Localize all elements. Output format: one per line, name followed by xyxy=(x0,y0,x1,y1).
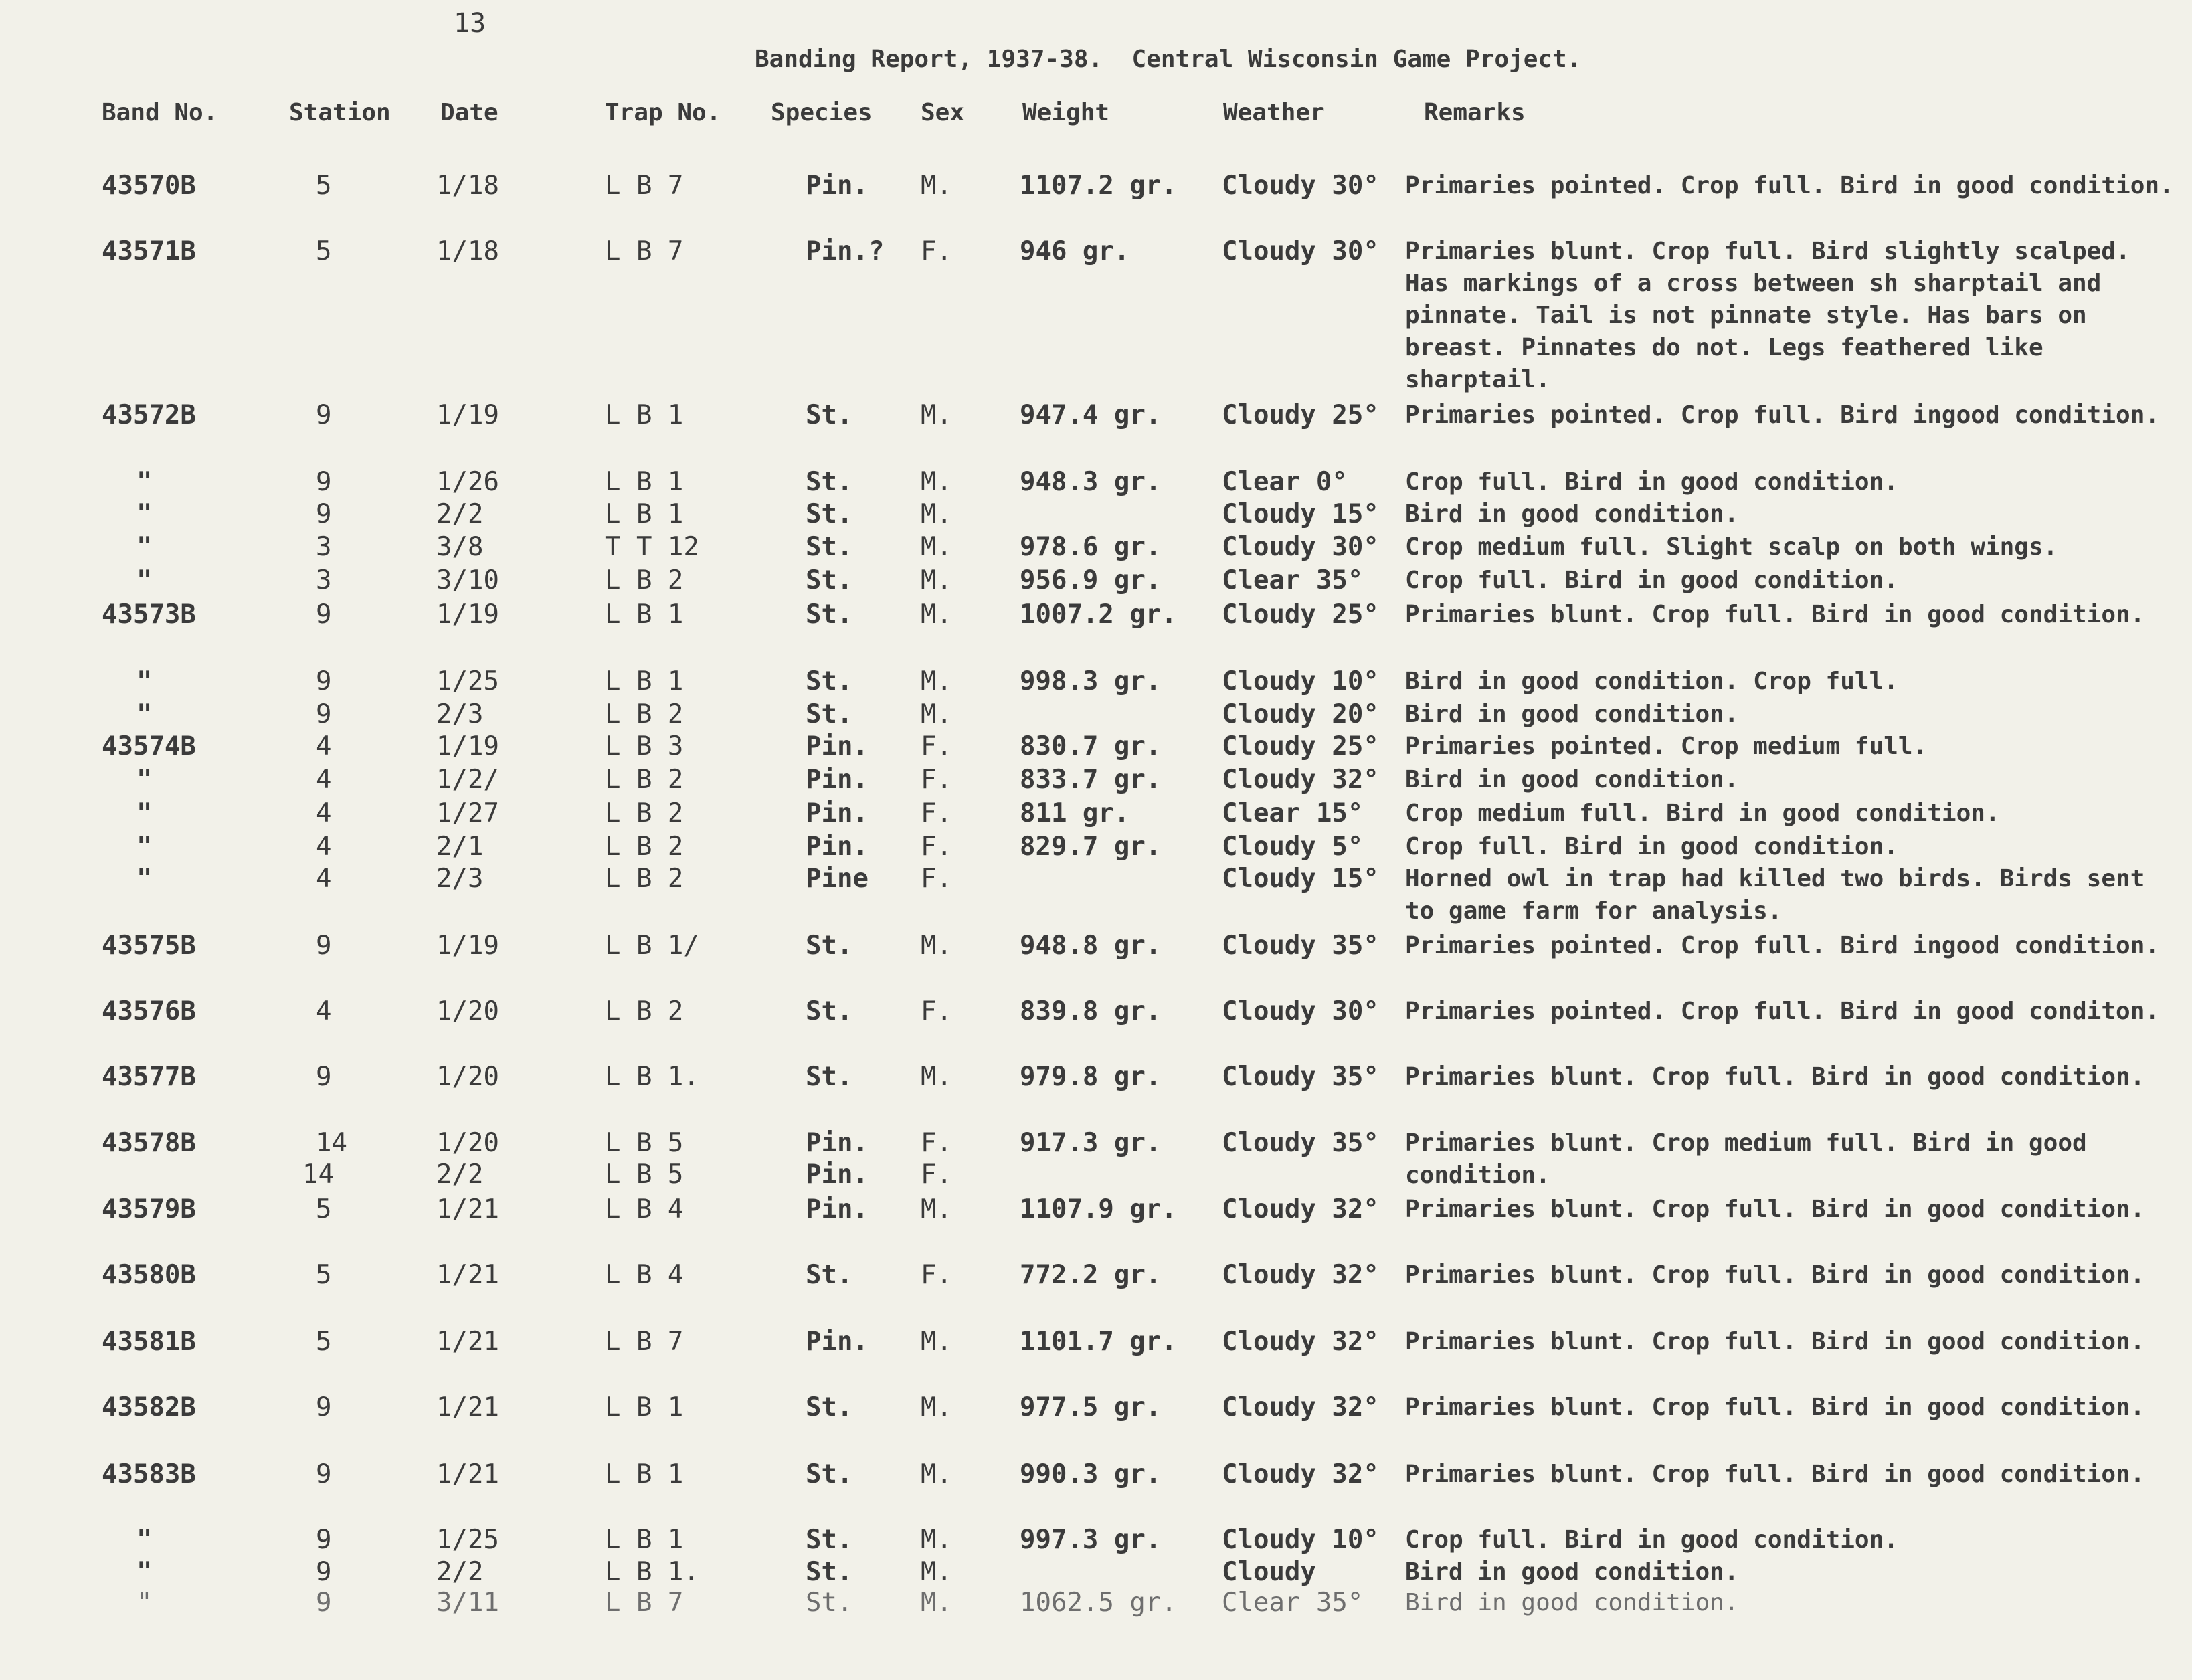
sex-cell: F. xyxy=(921,996,952,1026)
band-no-cell: " xyxy=(136,499,153,529)
trap-no-cell: L B 4 xyxy=(605,1194,684,1224)
trap-no-cell: T T 12 xyxy=(605,532,699,562)
weight-cell: 830.7 gr. xyxy=(1020,731,1162,761)
date-cell: 3/8 xyxy=(436,532,484,562)
species-cell: Pin.? xyxy=(806,236,885,266)
trap-no-cell: L B 2 xyxy=(605,996,684,1026)
station-cell: 9 xyxy=(316,666,332,696)
sex-cell: M. xyxy=(921,1557,952,1587)
species-cell: St. xyxy=(806,565,853,595)
date-cell: 1/18 xyxy=(436,236,499,266)
band-no-cell: " xyxy=(136,532,153,562)
species-cell: Pin. xyxy=(806,1194,869,1224)
trap-no-cell: L B 1 xyxy=(605,400,684,430)
species-cell: St. xyxy=(806,931,853,961)
remarks-cell: Bird in good condition. Crop full. xyxy=(1405,668,1898,695)
station-cell: 3 xyxy=(316,565,332,595)
species-cell: St. xyxy=(806,699,853,729)
species-cell: Pin. xyxy=(806,1327,869,1357)
band-no-cell: 43578B xyxy=(102,1128,196,1158)
station-cell: 5 xyxy=(316,1327,332,1357)
weather-cell: Cloudy 32° xyxy=(1222,1459,1379,1489)
date-cell: 1/19 xyxy=(436,931,499,961)
sex-cell: M. xyxy=(921,599,952,630)
band-no-cell: " xyxy=(136,1557,153,1587)
remarks-cell: Crop medium full. Bird in good condition. xyxy=(1405,800,2000,827)
remarks-cell: Bird in good condition. xyxy=(1405,766,1739,794)
sex-cell: F. xyxy=(921,731,952,761)
remarks-cell: Bird in good condition. xyxy=(1405,1589,1739,1616)
band-no-cell: " xyxy=(136,832,153,862)
band-no-cell: " xyxy=(136,864,153,894)
weather-cell: Cloudy 25° xyxy=(1222,599,1379,630)
sex-cell: M. xyxy=(921,400,952,430)
trap-no-cell: L B 7 xyxy=(605,1327,684,1357)
date-cell: 1/19 xyxy=(436,400,499,430)
weather-cell: Cloudy 32° xyxy=(1222,1392,1379,1422)
species-cell: Pin. xyxy=(806,765,869,795)
sex-cell: M. xyxy=(921,666,952,696)
sex-cell: M. xyxy=(921,699,952,729)
weather-cell: Cloudy 32° xyxy=(1222,1194,1379,1224)
species-cell: St. xyxy=(806,467,853,497)
date-cell: 2/2 xyxy=(436,1159,484,1190)
band-no-cell: 43581B xyxy=(102,1327,196,1357)
band-no-cell: 43574B xyxy=(102,731,196,761)
trap-no-cell: L B 1 xyxy=(605,1459,684,1489)
station-cell: 5 xyxy=(316,236,332,266)
trap-no-cell: L B 7 xyxy=(605,1588,684,1618)
weather-cell: Clear 35° xyxy=(1222,1588,1364,1618)
band-no-cell: " xyxy=(136,1525,153,1555)
weather-cell: Cloudy 32° xyxy=(1222,765,1379,795)
trap-no-cell: L B 2 xyxy=(605,798,684,828)
remarks-cell: Crop full. Bird in good condition. xyxy=(1405,1526,1898,1554)
date-cell: 1/26 xyxy=(436,467,499,497)
date-cell: 3/11 xyxy=(436,1588,499,1618)
header-weight: Weight xyxy=(1022,99,1110,126)
date-cell: 2/2 xyxy=(436,499,484,529)
sex-cell: F. xyxy=(921,236,952,266)
species-cell: Pin. xyxy=(806,798,869,828)
remarks-cell: Primaries blunt. Crop full. Bird in good condition. xyxy=(1405,1196,2145,1223)
sex-cell: M. xyxy=(921,499,952,529)
species-cell: St. xyxy=(806,1557,853,1587)
trap-no-cell: L B 2 xyxy=(605,699,684,729)
weather-cell: Clear 0° xyxy=(1222,467,1348,497)
remarks-cell: Primaries pointed. Crop full. Bird ingood condition. xyxy=(1405,401,2160,429)
species-cell: St. xyxy=(806,400,853,430)
station-cell: 4 xyxy=(316,731,332,761)
sex-cell: M. xyxy=(921,1194,952,1224)
band-no-cell: 43572B xyxy=(102,400,196,430)
weather-cell: Cloudy 15° xyxy=(1222,499,1379,529)
band-no-cell: 43570B xyxy=(102,171,196,201)
species-cell: St. xyxy=(806,1062,853,1092)
weather-cell: Cloudy 35° xyxy=(1222,1062,1379,1092)
trap-no-cell: L B 1 xyxy=(605,1525,684,1555)
band-no-cell: 43571B xyxy=(102,236,196,266)
species-cell: Pin. xyxy=(806,171,869,201)
sex-cell: M. xyxy=(921,1525,952,1555)
date-cell: 1/18 xyxy=(436,171,499,201)
date-cell: 2/2 xyxy=(436,1557,484,1587)
station-cell: 3 xyxy=(316,532,332,562)
band-no-cell: " xyxy=(136,467,153,497)
station-cell: 9 xyxy=(316,499,332,529)
band-no-cell: 43575B xyxy=(102,931,196,961)
date-cell: 1/21 xyxy=(436,1194,499,1224)
station-cell: 4 xyxy=(316,996,332,1026)
station-cell: 5 xyxy=(316,1260,332,1290)
station-cell: 9 xyxy=(316,1525,332,1555)
remarks-cell: Crop full. Bird in good condition. xyxy=(1405,468,1898,496)
sex-cell: F. xyxy=(921,1159,952,1190)
band-no-cell: " xyxy=(136,565,153,595)
station-cell: 9 xyxy=(316,1459,332,1489)
band-no-cell: " xyxy=(136,666,153,696)
band-no-cell: 43573B xyxy=(102,599,196,630)
weather-cell: Cloudy 32° xyxy=(1222,1260,1379,1290)
weather-cell: Cloudy 30° xyxy=(1222,236,1379,266)
band-no-cell: 43583B xyxy=(102,1459,196,1489)
weather-cell: Clear 15° xyxy=(1222,798,1364,828)
header-remarks: Remarks xyxy=(1424,99,1526,126)
sex-cell: M. xyxy=(921,171,952,201)
station-cell: 14 xyxy=(302,1159,334,1190)
sex-cell: F. xyxy=(921,864,952,894)
remarks-cell: Primaries pointed. Crop full. Bird ingood condition. xyxy=(1405,932,2160,959)
date-cell: 1/20 xyxy=(436,1128,499,1158)
weight-cell: 978.6 gr. xyxy=(1020,532,1162,562)
band-no-cell: " xyxy=(136,798,153,828)
remarks-cell: Primaries blunt. Crop full. Bird in good condition. xyxy=(1405,1328,2145,1356)
remarks-cell: Bird in good condition. xyxy=(1405,701,1739,728)
station-cell: 9 xyxy=(316,1557,332,1587)
station-cell: 9 xyxy=(316,1392,332,1422)
remarks-cell: Primaries blunt. Crop full. Bird slightly scalped. Has markings of a cross between sh sharptail and pinnate. Tail is not pinnate style. Has bars on breast. Pinnates do not. Legs feathered like sharptail. xyxy=(1405,238,2130,393)
weather-cell: Cloudy 30° xyxy=(1222,532,1379,562)
weather-cell: Cloudy 10° xyxy=(1222,666,1379,696)
station-cell: 9 xyxy=(316,1588,332,1618)
sex-cell: F. xyxy=(921,1260,952,1290)
weather-cell: Cloudy 5° xyxy=(1222,832,1364,862)
species-cell: St. xyxy=(806,1392,853,1422)
station-cell: 4 xyxy=(316,864,332,894)
weight-cell: 833.7 gr. xyxy=(1020,765,1162,795)
date-cell: 1/21 xyxy=(436,1392,499,1422)
date-cell: 1/25 xyxy=(436,666,499,696)
sex-cell: F. xyxy=(921,765,952,795)
weight-cell: 917.3 gr. xyxy=(1020,1128,1162,1158)
remarks-cell: Primaries blunt. Crop full. Bird in good condition. xyxy=(1405,1063,2145,1091)
station-cell: 9 xyxy=(316,599,332,630)
weather-cell: Cloudy 30° xyxy=(1222,996,1379,1026)
remarks-cell: Primaries pointed. Crop full. Bird in good condition. xyxy=(1405,172,2174,199)
remarks-cell: Primaries blunt. Crop medium full. Bird in good condition. xyxy=(1405,1129,2087,1189)
weight-cell: 997.3 gr. xyxy=(1020,1525,1162,1555)
remarks-cell: Horned owl in trap had killed two birds. Birds sent to game farm for analysis. xyxy=(1405,865,2145,925)
weight-cell: 977.5 gr. xyxy=(1020,1392,1162,1422)
date-cell: 1/21 xyxy=(436,1260,499,1290)
weather-cell: Clear 35° xyxy=(1222,565,1364,595)
date-cell: 1/27 xyxy=(436,798,499,828)
station-cell: 4 xyxy=(316,832,332,862)
station-cell: 5 xyxy=(316,1194,332,1224)
header-trap-no: Trap No. xyxy=(605,99,721,126)
remarks-cell: Primaries blunt. Crop full. Bird in good condition. xyxy=(1405,1461,2145,1488)
remarks-cell: Crop full. Bird in good condition. xyxy=(1405,567,1898,594)
trap-no-cell: L B 1. xyxy=(605,1557,699,1587)
weather-cell: Cloudy 25° xyxy=(1222,731,1379,761)
date-cell: 1/20 xyxy=(436,996,499,1026)
weather-cell: Cloudy 32° xyxy=(1222,1327,1379,1357)
weather-cell: Cloudy 35° xyxy=(1222,931,1379,961)
sex-cell: M. xyxy=(921,532,952,562)
remarks-cell: Bird in good condition. xyxy=(1405,500,1739,528)
remarks-cell: Crop full. Bird in good condition. xyxy=(1405,833,1898,860)
band-no-cell: 43582B xyxy=(102,1392,196,1422)
weight-cell: 829.7 gr. xyxy=(1020,832,1162,862)
sex-cell: M. xyxy=(921,1327,952,1357)
sex-cell: F. xyxy=(921,1128,952,1158)
weather-cell: Cloudy 35° xyxy=(1222,1128,1379,1158)
trap-no-cell: L B 1 xyxy=(605,1392,684,1422)
page-number: 13 xyxy=(454,8,486,39)
species-cell: St. xyxy=(806,996,853,1026)
remarks-cell: Primaries blunt. Crop full. Bird in good condition. xyxy=(1405,1261,2145,1289)
species-cell: St. xyxy=(806,599,853,630)
trap-no-cell: L B 1 xyxy=(605,467,684,497)
weather-cell: Cloudy 25° xyxy=(1222,400,1379,430)
species-cell: St. xyxy=(806,1459,853,1489)
species-cell: Pine xyxy=(806,864,869,894)
header-weather: Weather xyxy=(1223,99,1325,126)
species-cell: St. xyxy=(806,1525,853,1555)
sex-cell: M. xyxy=(921,1062,952,1092)
trap-no-cell: L B 1 xyxy=(605,599,684,630)
weather-cell: Cloudy 10° xyxy=(1222,1525,1379,1555)
station-cell: 9 xyxy=(316,467,332,497)
weight-cell: 1107.2 gr. xyxy=(1020,171,1177,201)
sex-cell: F. xyxy=(921,798,952,828)
species-cell: St. xyxy=(806,1588,853,1618)
weather-cell: Cloudy xyxy=(1222,1557,1316,1587)
trap-no-cell: L B 7 xyxy=(605,236,684,266)
trap-no-cell: L B 5 xyxy=(605,1159,684,1190)
date-cell: 1/20 xyxy=(436,1062,499,1092)
sex-cell: M. xyxy=(921,1459,952,1489)
remarks-cell: Primaries pointed. Crop medium full. xyxy=(1405,733,1928,760)
trap-no-cell: L B 4 xyxy=(605,1260,684,1290)
station-cell: 4 xyxy=(316,798,332,828)
weight-cell: 1107.9 gr. xyxy=(1020,1194,1177,1224)
trap-no-cell: L B 1 xyxy=(605,666,684,696)
sex-cell: M. xyxy=(921,1392,952,1422)
weight-cell: 956.9 gr. xyxy=(1020,565,1162,595)
species-cell: St. xyxy=(806,532,853,562)
header-band-no: Band No. xyxy=(102,99,218,126)
header-species: Species xyxy=(771,99,873,126)
band-no-cell: " xyxy=(136,1588,153,1618)
species-cell: Pin. xyxy=(806,1128,869,1158)
date-cell: 1/25 xyxy=(436,1525,499,1555)
sex-cell: M. xyxy=(921,931,952,961)
species-cell: St. xyxy=(806,1260,853,1290)
date-cell: 1/21 xyxy=(436,1459,499,1489)
weight-cell: 1007.2 gr. xyxy=(1020,599,1177,630)
sex-cell: M. xyxy=(921,1588,952,1618)
trap-no-cell: L B 3 xyxy=(605,731,684,761)
station-cell: 5 xyxy=(316,171,332,201)
report-title: Banding Report, 1937-38. Central Wisconsin Game Project. xyxy=(755,45,1582,73)
band-no-cell: 43576B xyxy=(102,996,196,1026)
station-cell: 9 xyxy=(316,699,332,729)
weight-cell: 1062.5 gr. xyxy=(1020,1588,1177,1618)
sex-cell: M. xyxy=(921,565,952,595)
species-cell: St. xyxy=(806,499,853,529)
band-no-cell: 43577B xyxy=(102,1062,196,1092)
station-cell: 9 xyxy=(316,931,332,961)
species-cell: Pin. xyxy=(806,1159,869,1190)
band-no-cell: " xyxy=(136,699,153,729)
weight-cell: 1101.7 gr. xyxy=(1020,1327,1177,1357)
sex-cell: F. xyxy=(921,832,952,862)
weight-cell: 948.8 gr. xyxy=(1020,931,1162,961)
trap-no-cell: L B 1. xyxy=(605,1062,699,1092)
date-cell: 2/3 xyxy=(436,864,484,894)
weight-cell: 811 gr. xyxy=(1020,798,1130,828)
trap-no-cell: L B 2 xyxy=(605,765,684,795)
sex-cell: M. xyxy=(921,467,952,497)
date-cell: 2/3 xyxy=(436,699,484,729)
remarks-cell: Bird in good condition. xyxy=(1405,1558,1739,1586)
band-no-cell: " xyxy=(136,765,153,795)
remarks-cell: Primaries blunt. Crop full. Bird in good condition. xyxy=(1405,601,2145,628)
trap-no-cell: L B 5 xyxy=(605,1128,684,1158)
weight-cell: 979.8 gr. xyxy=(1020,1062,1162,1092)
species-cell: St. xyxy=(806,666,853,696)
date-cell: 1/2/ xyxy=(436,765,499,795)
date-cell: 1/19 xyxy=(436,731,499,761)
header-date: Date xyxy=(440,99,498,126)
trap-no-cell: L B 1 xyxy=(605,499,684,529)
trap-no-cell: L B 2 xyxy=(605,565,684,595)
weight-cell: 839.8 gr. xyxy=(1020,996,1162,1026)
weight-cell: 947.4 gr. xyxy=(1020,400,1162,430)
date-cell: 3/10 xyxy=(436,565,499,595)
trap-no-cell: L B 7 xyxy=(605,171,684,201)
weight-cell: 998.3 gr. xyxy=(1020,666,1162,696)
trap-no-cell: L B 2 xyxy=(605,832,684,862)
weight-cell: 946 gr. xyxy=(1020,236,1130,266)
remarks-cell: Primaries pointed. Crop full. Bird in good conditon. xyxy=(1405,998,2160,1025)
weather-cell: Cloudy 15° xyxy=(1222,864,1379,894)
weather-cell: Cloudy 20° xyxy=(1222,699,1379,729)
weight-cell: 990.3 gr. xyxy=(1020,1459,1162,1489)
weather-cell: Cloudy 30° xyxy=(1222,171,1379,201)
remarks-cell: Crop medium full. Slight scalp on both wings. xyxy=(1405,533,2058,561)
station-cell: 9 xyxy=(316,1062,332,1092)
station-cell: 9 xyxy=(316,400,332,430)
header-station: Station xyxy=(289,99,391,126)
species-cell: Pin. xyxy=(806,832,869,862)
weight-cell: 948.3 gr. xyxy=(1020,467,1162,497)
trap-no-cell: L B 1/ xyxy=(605,931,699,961)
species-cell: Pin. xyxy=(806,731,869,761)
trap-no-cell: L B 2 xyxy=(605,864,684,894)
date-cell: 2/1 xyxy=(436,832,484,862)
station-cell: 4 xyxy=(316,765,332,795)
station-cell: 14 xyxy=(316,1128,347,1158)
date-cell: 1/19 xyxy=(436,599,499,630)
header-sex: Sex xyxy=(921,99,965,126)
remarks-cell: Primaries blunt. Crop full. Bird in good condition. xyxy=(1405,1394,2145,1421)
band-no-cell: 43579B xyxy=(102,1194,196,1224)
date-cell: 1/21 xyxy=(436,1327,499,1357)
weight-cell: 772.2 gr. xyxy=(1020,1260,1162,1290)
band-no-cell: 43580B xyxy=(102,1260,196,1290)
